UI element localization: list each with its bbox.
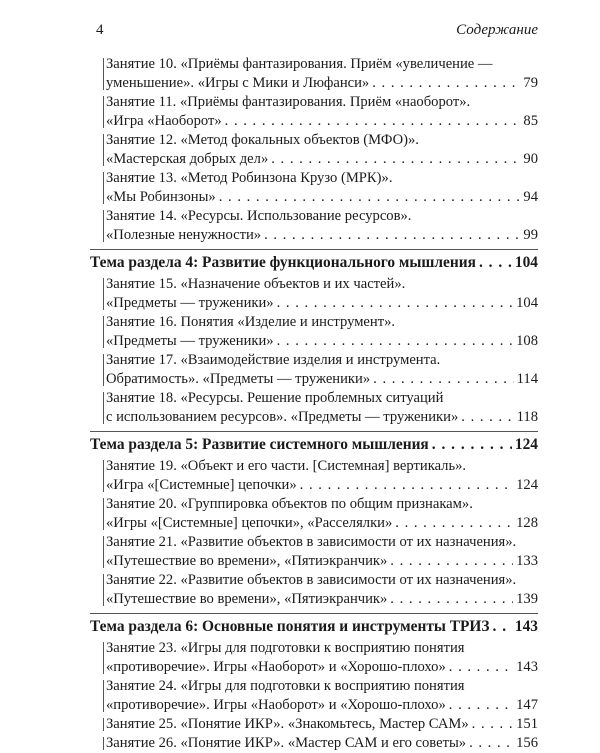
table-of-contents — [90, 55, 538, 753]
toc-entry — [106, 715, 538, 734]
dot-leader — [390, 590, 513, 609]
entry-title: Занятие 12. «Метод фокальных объектов (МФО)». — [106, 132, 419, 148]
entry-title: Занятие 21. «Развитие объектов в зависимости от их назначения». — [106, 534, 517, 550]
page-ref: 108 — [516, 333, 538, 349]
entry-rule — [103, 460, 104, 492]
entry-title: Занятие 14. «Ресурсы. Использование ресурсов». — [106, 208, 412, 224]
toc-line — [106, 351, 538, 370]
toc-entry — [106, 533, 538, 571]
toc-entry — [106, 275, 538, 313]
toc-entry — [106, 351, 538, 389]
entry-rule — [103, 210, 104, 242]
section-rule — [90, 249, 538, 250]
toc-line — [106, 131, 538, 150]
toc-line — [106, 457, 538, 476]
entry-rule — [103, 680, 104, 712]
page-ref: 151 — [516, 716, 538, 732]
entry-title: Занятие 16. Понятия «Изделие и инструмент». — [106, 314, 396, 330]
toc-line — [106, 150, 538, 169]
dot-leader — [264, 226, 520, 245]
dot-leader — [469, 734, 513, 753]
toc-entry — [106, 734, 538, 753]
toc-line — [106, 408, 538, 427]
section-rule — [90, 613, 538, 614]
entry-title: Занятие 19. «Объект и его части. [Системная] вертикаль». — [106, 458, 467, 474]
toc-line — [90, 617, 538, 637]
entry-rule — [103, 134, 104, 166]
toc-line — [106, 639, 538, 658]
dot-leader — [493, 617, 512, 637]
page-ref: 147 — [516, 697, 538, 713]
entry-title: «Путешествие во времени», «Пятиэкранчик» — [106, 553, 388, 569]
toc-line — [106, 55, 538, 74]
entry-rule — [103, 278, 104, 310]
page-ref: 124 — [514, 436, 538, 453]
toc-line — [106, 552, 538, 571]
toc-entry — [106, 495, 538, 533]
section-heading — [90, 613, 538, 637]
entry-title: Занятие 25. «Понятие ИКР». «Знакомьтесь, Мастер САМ» — [106, 716, 469, 732]
entry-title: Тема раздела 6: Основные понятия и инструменты ТРИЗ — [90, 618, 490, 635]
page-ref: 143 — [514, 618, 538, 635]
dot-leader — [395, 514, 513, 533]
entry-title: «Мастерская добрых дел» — [106, 151, 269, 167]
toc-line — [106, 275, 538, 294]
toc-entry — [106, 313, 538, 351]
dot-leader — [479, 253, 512, 273]
toc-line — [106, 112, 538, 131]
running-head: Содержание — [456, 22, 538, 38]
entry-title: уменьшение». «Игры с Мики и Люфанси» — [106, 75, 370, 91]
page-ref: 85 — [523, 113, 538, 129]
entry-title: «Предметы — труженики» — [106, 333, 274, 349]
dot-leader — [373, 370, 514, 389]
entry-title: Занятие 11. «Приёмы фантазирования. Приём «наоборот». — [106, 94, 471, 110]
page-ref: 133 — [516, 553, 538, 569]
toc-line — [106, 514, 538, 533]
page-ref: 139 — [516, 591, 538, 607]
entry-title: «Полезные ненужности» — [106, 227, 262, 243]
toc-line — [106, 696, 538, 715]
dot-leader — [461, 408, 513, 427]
section-heading — [90, 249, 538, 273]
entry-title: Тема раздела 5: Развитие системного мышления — [90, 436, 429, 453]
page-ref: 104 — [516, 295, 538, 311]
toc-entry — [106, 457, 538, 495]
toc-line — [106, 533, 538, 552]
entry-title: «Предметы — труженики» — [106, 295, 274, 311]
entry-rule — [103, 96, 104, 128]
toc-line — [106, 93, 538, 112]
toc-entry — [106, 207, 538, 245]
toc-entry — [106, 131, 538, 169]
entry-rule — [103, 574, 104, 606]
page-number: 4 — [96, 22, 104, 38]
dot-leader — [277, 294, 514, 313]
toc-entry — [106, 55, 538, 93]
entry-title: Занятие 24. «Игры для подготовки к восприятию понятия — [106, 678, 465, 694]
entry-rule — [103, 316, 104, 348]
toc-entry — [106, 639, 538, 677]
dot-leader — [432, 435, 512, 455]
entry-rule — [103, 58, 104, 90]
toc-line — [106, 169, 538, 188]
dot-leader — [449, 658, 513, 677]
toc-line — [106, 207, 538, 226]
page-ref: 104 — [514, 254, 538, 271]
toc-line — [106, 590, 538, 609]
toc-entry — [106, 389, 538, 427]
dot-leader — [277, 332, 514, 351]
page-ref: 90 — [523, 151, 538, 167]
dot-leader — [225, 112, 521, 131]
page-ref: 124 — [516, 477, 538, 493]
entry-title: Тема раздела 4: Развитие функционального мышления — [90, 254, 476, 271]
page-ref: 94 — [523, 189, 538, 205]
entry-rule — [103, 718, 104, 731]
dot-leader — [300, 476, 513, 495]
entry-title: «Игры «[Системные] цепочки», «Расселялки» — [106, 515, 393, 531]
toc-line — [106, 734, 538, 753]
dot-leader — [390, 552, 513, 571]
entry-rule — [103, 354, 104, 386]
toc-line — [106, 188, 538, 207]
entry-title: «Путешествие во времени», «Пятиэкранчик» — [106, 591, 388, 607]
toc-line — [106, 715, 538, 734]
entry-title: Занятие 22. «Развитие объектов в зависимости от их назначения». — [106, 572, 517, 588]
section-rule — [90, 431, 538, 432]
toc-entry — [106, 93, 538, 131]
toc-entry — [106, 169, 538, 207]
toc-line — [90, 253, 538, 273]
entry-rule — [103, 172, 104, 204]
entry-title: «Мы Робинзоны» — [106, 189, 216, 205]
toc-line — [106, 313, 538, 332]
toc-line — [106, 389, 538, 408]
dot-leader — [449, 696, 513, 715]
entry-rule — [103, 392, 104, 424]
dot-leader — [472, 715, 513, 734]
entry-title: Занятие 17. «Взаимодействие изделия и инструмента. — [106, 352, 441, 368]
toc-line — [106, 495, 538, 514]
toc-line — [106, 332, 538, 351]
toc-line — [106, 74, 538, 93]
dot-leader — [372, 74, 520, 93]
entry-title: Занятие 18. «Ресурсы. Решение проблемных ситуаций — [106, 390, 444, 406]
toc-line — [106, 226, 538, 245]
entry-title: Занятие 10. «Приёмы фантазирования. Приём «увеличение — — [106, 56, 493, 72]
toc-line — [106, 677, 538, 696]
page-ref: 114 — [516, 371, 538, 387]
entry-title: «противоречие». Игры «Наоборот» и «Хорошо-плохо» — [106, 659, 446, 675]
page-ref: 79 — [523, 75, 538, 91]
toc-line — [106, 658, 538, 677]
page-ref: 118 — [516, 409, 538, 425]
toc-line — [106, 476, 538, 495]
entry-title: Занятие 23. «Игры для подготовки к восприятию понятия — [106, 640, 465, 656]
entry-title: «противоречие». Игры «Наоборот» и «Хорошо-плохо» — [106, 697, 446, 713]
page-ref: 128 — [516, 515, 538, 531]
toc-line — [90, 435, 538, 455]
dot-leader — [219, 188, 521, 207]
entry-title: с использованием ресурсов». «Предметы — труженики» — [106, 409, 459, 425]
entry-rule — [103, 642, 104, 674]
entry-rule — [103, 536, 104, 568]
page-ref: 143 — [516, 659, 538, 675]
toc-entry — [106, 677, 538, 715]
page-ref: 156 — [516, 735, 538, 751]
section-heading — [90, 431, 538, 455]
page-ref: 99 — [523, 227, 538, 243]
entry-title: Занятие 13. «Метод Робинзона Крузо (МРК)». — [106, 170, 393, 186]
toc-line — [106, 294, 538, 313]
entry-title: Обратимость». «Предметы — труженики» — [106, 371, 371, 387]
toc-line — [106, 571, 538, 590]
dot-leader — [271, 150, 520, 169]
entry-rule — [103, 498, 104, 530]
entry-title: Занятие 15. «Назначение объектов и их частей». — [106, 276, 406, 292]
entry-title: «Игра «[Системные] цепочки» — [106, 477, 297, 493]
entry-title: Занятие 20. «Группировка объектов по общим признакам». — [106, 496, 473, 512]
entry-rule — [103, 737, 104, 750]
entry-title: «Игра «Наоборот» — [106, 113, 222, 129]
toc-line — [106, 370, 538, 389]
toc-entry — [106, 571, 538, 609]
entry-title: Занятие 26. «Понятие ИКР». «Мастер САМ и его советы» — [106, 735, 467, 751]
